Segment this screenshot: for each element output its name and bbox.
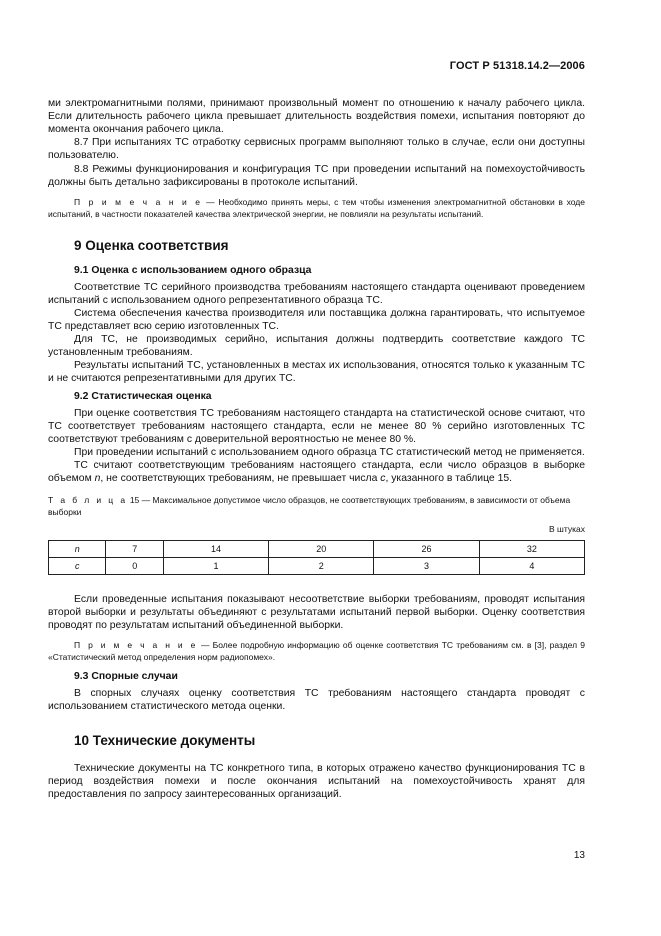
table-cell: 32 — [479, 541, 584, 558]
document-code: ГОСТ Р 51318.14.2—2006 — [449, 60, 585, 72]
table-caption — [48, 495, 585, 518]
sample-table — [48, 540, 585, 575]
table-cell: 7 — [106, 541, 163, 558]
paragraph: 8.8 Режимы функционирования и конфигурация ТС при проведении испытаний на помехоустойчивость должны быть детально зафиксированы в протоколе испытаний. — [48, 164, 585, 188]
paragraph: Для ТС, не производимых серийно, испытания должны подтвердить соответствие каждого ТС установленным требованиям. — [48, 334, 585, 358]
text: , не соответствующих требованиям, не превышает числа — [100, 473, 381, 484]
paragraph: ми электромагнитными полями, принимают произвольный момент по отношению к началу рабочего цикла. Если длительность рабочего цикла превышает длительность воздействия помехи, испытания повторяют до момента окончания рабочего цикла. — [48, 98, 585, 135]
note-label: П р и м е ч а н и е — [74, 197, 203, 207]
subsection-heading: 9.3 Спорные случаи — [74, 671, 178, 682]
symbol-c: c — [380, 473, 386, 484]
symbol-n: n — [94, 473, 101, 484]
page-number: 13 — [573, 850, 585, 861]
table-units: В штуках — [549, 524, 585, 534]
table-row — [49, 558, 585, 575]
section-heading: 10 Технические документы — [74, 733, 256, 748]
note-text: — Необходимо принять меры, с тем чтобы изменения электромагнитной обстановки в ходе испытаний, в частности показателей качества электрической энергии, не повлияли на результаты испытаний. — [48, 197, 585, 219]
table-label: Т а б л и ц а — [48, 495, 128, 505]
paragraph: Система обеспечения качества производителя или поставщика должна гарантировать, что испытуемое ТС представляет всю серию изготовленных ТС. — [48, 308, 585, 332]
section-heading: 9 Оценка соответствия — [74, 238, 229, 253]
table-cell: 0 — [106, 558, 163, 575]
subsection-heading: 9.1 Оценка с использованием одного образца — [74, 265, 312, 276]
table-row — [49, 541, 585, 558]
text: ТС считают соответствующим требованиям настоящего стандарта, если число образцов в выборке объемом — [48, 460, 585, 484]
paragraph: Результаты испытаний ТС, установленных в местах их использования, относятся только к указанным ТС и не считаются репрезентативными для других ТС. — [48, 360, 585, 384]
text: , указанного в таблице 15. — [385, 473, 513, 484]
table-cell: c — [49, 558, 106, 575]
table-cell: 1 — [163, 558, 268, 575]
subsection-heading: 9.2 Статистическая оценка — [74, 391, 212, 402]
page-content — [48, 97, 585, 801]
table-cell: 4 — [479, 558, 584, 575]
paragraph — [48, 459, 585, 485]
paragraph: При оценке соответствия ТС требованиям настоящего стандарта на статистической основе считают, что ТС соответствует требованиям настоящего стандарта, если не менее 80 % серийно изготовленных ТС соответствуют требованиям с доверительной вероятностью не менее 80 %. — [48, 408, 585, 445]
note — [48, 640, 585, 663]
paragraph: Если проведенные испытания показывают несоответствие выборки требованиям, проводят испытания второй выборки и результаты объединяют с результатами испытаний первой выборки. Оценку соответствия проводят по результатам испытаний объединенной выборки. — [48, 594, 585, 631]
table-cell: 26 — [374, 541, 479, 558]
paragraph: В спорных случаях оценку соответствия ТС требованиям настоящего стандарта проводят с использованием статистического метода оценки. — [48, 688, 585, 712]
note — [48, 197, 585, 220]
paragraph: 8.7 При испытаниях ТС отработку сервисных программ выполняют только в случае, если они доступны пользователю. — [48, 137, 585, 161]
paragraph: При проведении испытаний с использованием одного образца ТС статистический метод не применяется. — [74, 447, 585, 458]
table-cell: 3 — [374, 558, 479, 575]
note-label: П р и м е ч а н и е — [74, 640, 198, 650]
table-cell: 20 — [269, 541, 374, 558]
table-caption-text: 15 — Максимальное допустимое число образцов, не соответствующих требованиям, в зависимости от объема выборки — [48, 495, 571, 517]
table-cell: 14 — [163, 541, 268, 558]
table-cell: 2 — [269, 558, 374, 575]
paragraph: Технические документы на ТС конкретного типа, в которых отражено качество функционирования ТС в период воздействия помехи и после окончания испытаний на помехоустойчивость хранят для предоставления по запросу заинтересованных организаций. — [48, 763, 585, 800]
note-text: — Более подробную информацию об оценке соответствия ТС требованиям см. в [3], раздел 9 «Статистический метод определения норм радиопомех». — [48, 640, 585, 662]
table-cell: n — [49, 541, 106, 558]
paragraph: Соответствие ТС серийного производства требованиям настоящего стандарта оценивают проведением испытаний с использованием одного репрезентативного образца ТС. — [48, 282, 585, 306]
